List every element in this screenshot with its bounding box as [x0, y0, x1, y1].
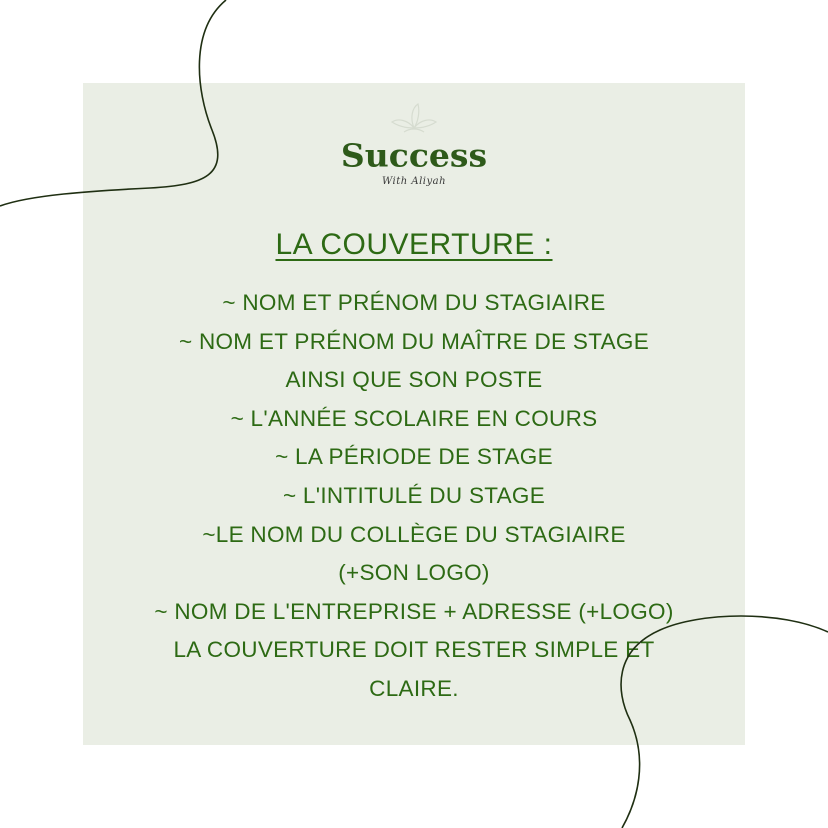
list-item: LA COUVERTURE DOIT RESTER SIMPLE ET	[173, 637, 655, 663]
flower-icon	[384, 98, 444, 138]
logo-wordmark: Success	[340, 136, 488, 175]
list-item: ~ L'INTITULÉ DU STAGE	[282, 482, 546, 508]
list-item: ~ NOM ET PRÉNOM DU MAÎTRE DE STAGE	[178, 328, 650, 354]
list-item: ~ LA PÉRIODE DE STAGE	[275, 444, 553, 470]
list-item: ~ L'ANNÉE SCOLAIRE EN COURS	[230, 405, 598, 431]
list-item: AINSI QUE SON POSTE	[285, 367, 543, 393]
page-title	[0, 228, 828, 262]
list-item: (+SON LOGO)	[338, 560, 490, 586]
list-item: ~ NOM DE L'ENTREPRISE + ADRESSE (+LOGO)	[154, 598, 674, 624]
list-item: ~LE NOM DU COLLÈGE DU STAGIAIRE	[202, 521, 626, 547]
logo-subtitle: With Aliyah	[381, 176, 447, 187]
content-list	[95, 284, 733, 709]
list-item: ~ NOM ET PRÉNOM DU STAGIAIRE	[222, 290, 606, 315]
list-item: CLAIRE.	[369, 675, 459, 701]
page-title-text: LA COUVERTURE :	[275, 228, 553, 261]
